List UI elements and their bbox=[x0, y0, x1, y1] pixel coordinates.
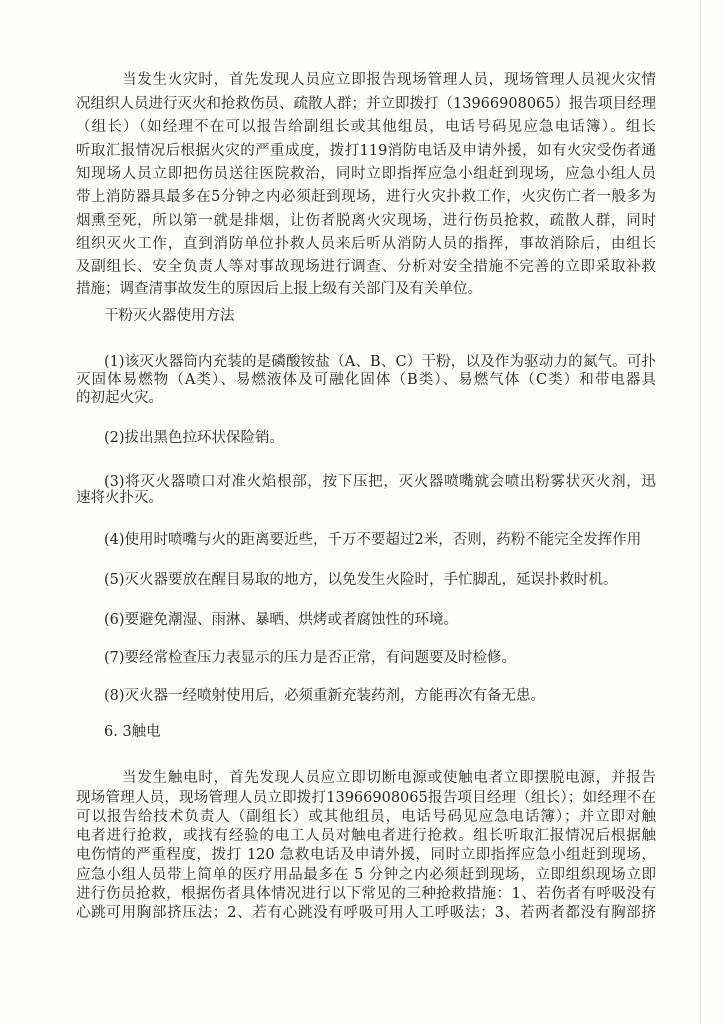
electric-paragraph-line: 当发生触电时，首先发现人员应立即切断电源或使触电者立即摆脱电源，并报告 bbox=[122, 770, 656, 786]
extinguisher-item-line: (8)灭火器一经喷射使用后，必须重新充装药剂，方能再次有备无患。 bbox=[104, 688, 546, 704]
extinguisher-item-line: (5)灭火器要放在醒目易取的地方，以免发生火险时，手忙脚乱，延误扑救时机。 bbox=[104, 572, 618, 588]
fire-paragraph-line: 组织灭火工作，直到消防单位扑救人员来后听从消防人员的指挥，事故消除后，由组长 bbox=[76, 236, 656, 252]
extinguisher-item-line: (2)拔出黑色拉环状保险销。 bbox=[104, 430, 285, 446]
extinguisher-item-line: (4)使用时喷嘴与火的距离要近些，千万不要超过2米，否则，药粉不能完全发挥作用 bbox=[104, 532, 642, 548]
extinguisher-item-line: 速将火扑灭。 bbox=[76, 490, 163, 506]
section-heading-extinguisher: 干粉灭火器使用方法 bbox=[104, 308, 235, 324]
extinguisher-item-line: 灭固体易燃物（A类）、易燃液体及可融化固体（B类）、易燃气体（C类）和带电器具 bbox=[76, 372, 656, 388]
extinguisher-item-line: (1)该灭火器筒内充装的是磷酸铵盐（A、B、C）干粉，以及作为驱动力的氮气。可扑 bbox=[104, 354, 656, 370]
extinguisher-item-line: (7)要经常检查压力表显示的压力是否正常，有问题要及时检修。 bbox=[104, 650, 517, 666]
electric-paragraph-line: 心跳可用胸部挤压法；2、若有心跳没有呼吸可用人工呼吸法；3、若两者都没有胸部挤 bbox=[76, 905, 656, 921]
fire-paragraph-line: （组长）（如经理不在可以报告给副组长或其他组员，电话号码见应急电话簿）。组长 bbox=[76, 119, 656, 135]
fire-paragraph-line: 听取汇报情况后根据火灾的严重成度，拨打119消防电话及申请外援，如有火灾受伤者通 bbox=[76, 143, 656, 159]
fire-paragraph-line: 烟熏至死，所以第一就是排烟，让伤者脱离火灾现场，进行伤员抢救，疏散人群，同时 bbox=[76, 213, 656, 229]
fire-paragraph-line: 知现场人员立即把伤员送往医院救治，同时立即指挥应急小组赶到现场，应急小组人员 bbox=[76, 166, 656, 182]
scan-artifact-line bbox=[700, 0, 701, 1024]
electric-paragraph-line: 应急小组人员带上简单的医疗用品最多在 5 分钟之内必须赶到现场，立即组织现场立即 bbox=[76, 867, 656, 883]
section-heading-electric: 6. 3触电 bbox=[104, 724, 161, 740]
fire-paragraph-line: 及副组长、安全负责人等对事故现场进行调查、分析对安全措施不完善的立即采取补救 bbox=[76, 259, 656, 275]
fire-paragraph-line: 况组织人员进行灭火和抢救伤员、疏散人群；并立即拨打（13966908065）报告项目经理 bbox=[76, 96, 656, 112]
extinguisher-item-line: (6)要避免潮湿、雨淋、暴晒、烘烤或者腐蚀性的环境。 bbox=[104, 612, 459, 628]
fire-paragraph-line: 带上消防器具最多在5分钟之内必须赶到现场，进行火灾扑救工作，火灾伤亡者一般多为 bbox=[76, 189, 656, 205]
electric-paragraph-line: 可以报告给技术负责人（副组长）或其他组员，电话号码见应急电话簿）；并立即对触 bbox=[76, 809, 656, 825]
electric-paragraph-line: 电者进行抢救，或找有经验的电工人员对触电者进行抢救。组长听取汇报情况后根据触 bbox=[76, 828, 656, 844]
extinguisher-item-line: 的初起火灾。 bbox=[76, 390, 163, 406]
fire-paragraph-line: 措施；调查清事故发生的原因后上报上级有关部门及有关单位。 bbox=[76, 281, 482, 297]
extinguisher-item-line: (3)将灭火器喷口对准火焰根部，按下压把，灭火器喷嘴就会喷出粉雾状灭火剂，迅 bbox=[104, 474, 656, 490]
electric-paragraph-line: 电伤情的严重程度，拨打 120 急救电话及申请外援，同时立即指挥应急小组赶到现场， bbox=[76, 847, 656, 863]
fire-paragraph-line: 当发生火灾时，首先发现人员应立即报告现场管理人员，现场管理人员视火灾情 bbox=[122, 72, 656, 88]
electric-paragraph-line: 进行伤员抢救，根据伤者具体情况进行以下常见的三种抢救措施：1、若伤者有呼吸没有 bbox=[76, 886, 656, 902]
electric-paragraph-line: 现场管理人员，现场管理人员立即拨打13966908065报告项目经理（组长）；如经理不在 bbox=[76, 790, 656, 806]
